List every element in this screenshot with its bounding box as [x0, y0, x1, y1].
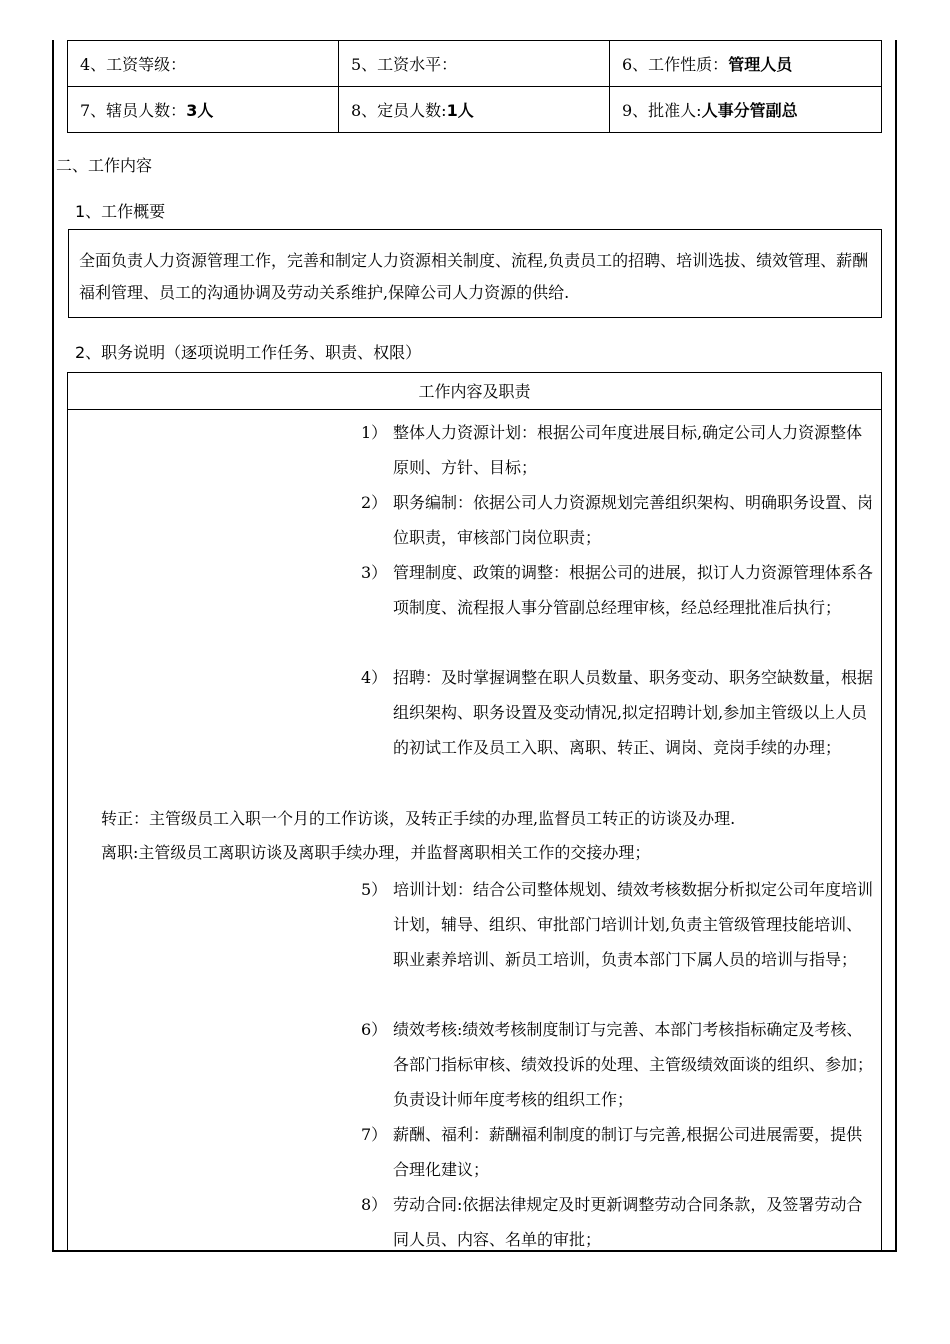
cell-label: 8、定员人数: [351, 101, 447, 120]
duty-item [361, 415, 877, 485]
duty-number: 1） [361, 423, 388, 442]
salary-level-cell [339, 41, 610, 87]
cell-label: 6、工作性质： [622, 55, 729, 74]
duties-heading: 2、职务说明（逐项说明工作任务、职责、权限） [75, 343, 422, 362]
job-info-table [67, 40, 882, 133]
note-line-regularization: 转正：主管级员工入职一个月的工作访谈，及转正手续的办理,监督员工转正的访谈及办理. [101, 809, 736, 828]
duty-item [361, 660, 877, 765]
duty-item [361, 1117, 877, 1187]
duty-text: 薪酬、福利：薪酬福利制度的制订与完善,根据公司进展需要，提供合理化建议； [393, 1125, 863, 1179]
cell-label: 9、批准人: [622, 101, 702, 120]
duty-text: 培训计划：结合公司整体规划、绩效考核数据分析拟定公司年度培训计划，辅导、组织、审批部门培训计划,负责主管级管理技能培训、职业素养培训、新员工培训，负责本部门下属人员的培训与指导； [393, 880, 874, 969]
headcount-cell [339, 87, 610, 133]
table-row [68, 87, 882, 133]
cell-label: 4、工资等级： [80, 55, 187, 74]
duty-number: 5） [361, 880, 388, 899]
cell-value: 管理人员 [728, 55, 793, 74]
duty-item [361, 1012, 877, 1117]
summary-box [68, 229, 882, 318]
duty-item [361, 872, 877, 977]
duty-item [361, 1187, 877, 1257]
salary-grade-cell [68, 41, 339, 87]
cell-label: 5、工资水平： [351, 55, 458, 74]
duty-number: 2） [361, 493, 388, 512]
duties-table [67, 372, 882, 1252]
subordinates-cell [68, 87, 339, 133]
duties-table-header: 工作内容及职责 [68, 373, 881, 410]
table-row [68, 41, 882, 87]
duty-text: 招聘：及时掌握调整在职人员数量、职务变动、职务空缺数量，根据组织架构、职务设置及变动情况,拟定招聘计划,参加主管级以上人员的初试工作及员工入职、离职、转正、调岗、竞岗手续的办理； [393, 668, 874, 757]
duty-text: 整体人力资源计划：根据公司年度进展目标,确定公司人力资源整体原则、方针、目标； [393, 423, 863, 477]
duty-item [361, 485, 877, 555]
duty-number: 7） [361, 1125, 388, 1144]
duty-item [361, 555, 877, 625]
note-line-resignation: 离职:主管级员工离职访谈及离职手续办理，并监督离职相关工作的交接办理； [101, 843, 651, 862]
duty-number: 6） [361, 1020, 388, 1039]
summary-text: 全面负责人力资源管理工作，完善和制定人力资源相关制度、流程,负责员工的招聘、培训选拔、绩效管理、薪酬福利管理、员工的沟通协调及劳动关系维护,保障公司人力资源的供给. [79, 251, 869, 302]
duty-number: 3） [361, 563, 388, 582]
duty-text: 劳动合同:依据法律规定及时更新调整劳动合同条款，及签署劳动合同人员、内容、名单的审批； [393, 1195, 863, 1249]
duty-text: 绩效考核:绩效考核制度制订与完善、本部门考核指标确定及考核、各部门指标审核、绩效投诉的处理、主管级绩效面谈的组织、参加；负责设计师年度考核的组织工作； [393, 1020, 874, 1109]
cell-value: 人事分管副总 [701, 101, 798, 120]
cell-label: 7、辖员人数： [80, 101, 187, 120]
duty-number: 8） [361, 1195, 388, 1214]
cell-value: 3人 [186, 101, 214, 120]
job-nature-cell [610, 41, 882, 87]
duty-text: 职务编制：依据公司人力资源规划完善组织架构、明确职务设置、岗位职责，审核部门岗位职责； [393, 493, 874, 547]
cell-value: 1人 [446, 101, 474, 120]
duty-number: 4） [361, 668, 388, 687]
approver-cell [610, 87, 882, 133]
section-title: 二、工作内容 [56, 156, 153, 175]
duty-text: 管理制度、政策的调整：根据公司的进展，拟订人力资源管理体系各项制度、流程报人事分管副总经理审核，经总经理批准后执行； [393, 563, 874, 617]
summary-heading: 1、工作概要 [75, 202, 166, 221]
